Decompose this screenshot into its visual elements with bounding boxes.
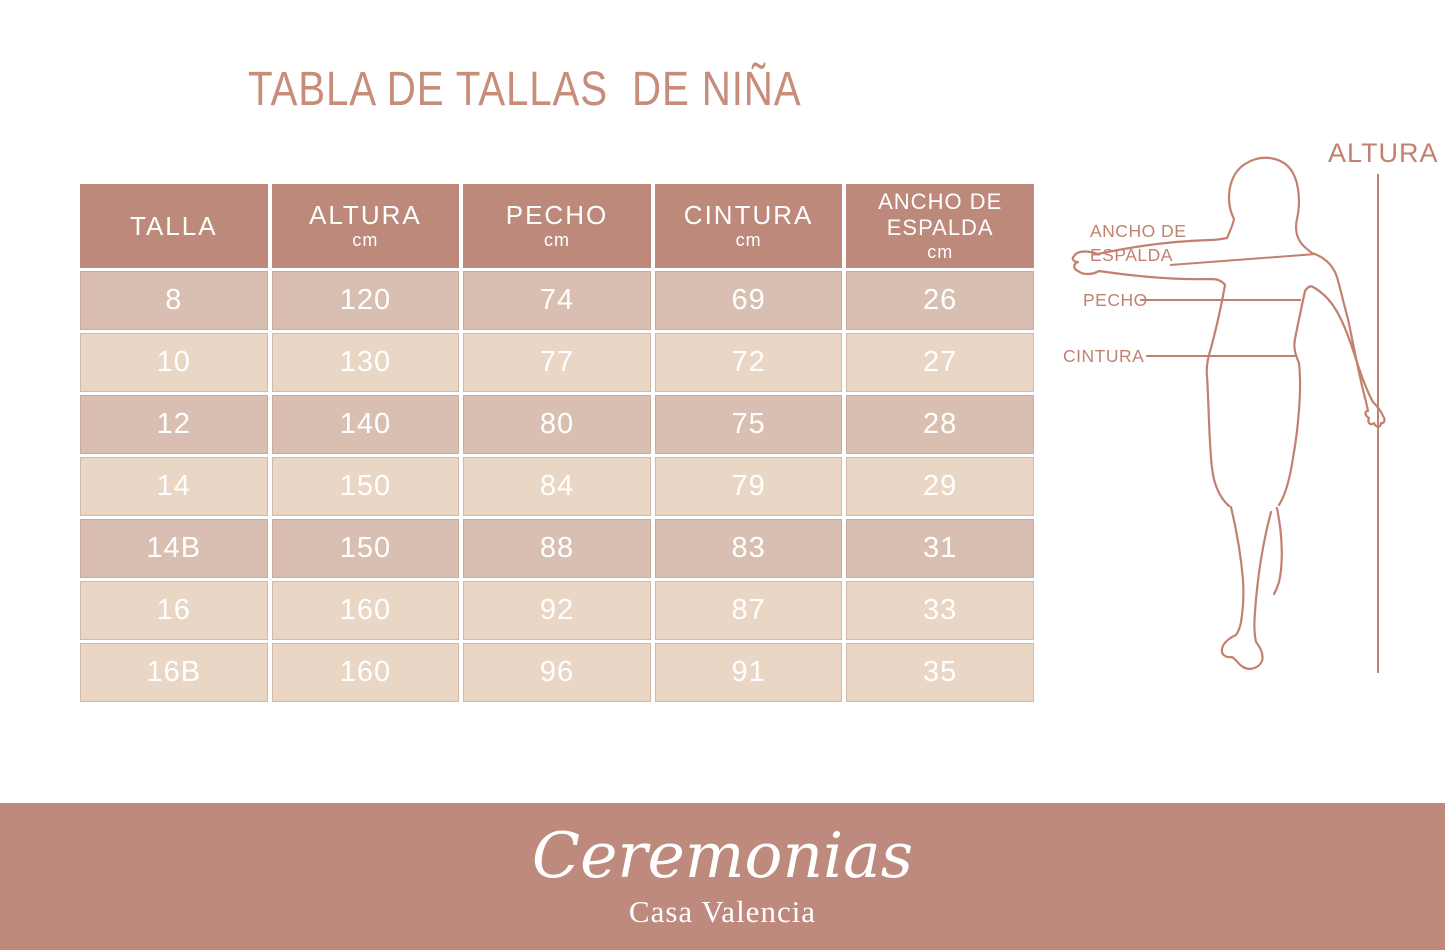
figure-head [1227,158,1312,253]
cell-altura: 160 [272,581,460,640]
cell-talla: 16B [80,643,268,702]
cell-talla: 8 [80,271,268,330]
cell-altura: 130 [272,333,460,392]
cell-pecho: 84 [463,457,651,516]
cell-talla: 10 [80,333,268,392]
measurement-diagram [1050,128,1445,700]
cintura-label: CINTURA [1063,346,1145,366]
cell-altura: 160 [272,643,460,702]
cell-ancho-espalda: 29 [846,457,1034,516]
altura-label: ALTURA [1328,138,1439,168]
cell-pecho: 74 [463,271,651,330]
pecho-label: PECHO [1083,290,1148,310]
figure-front-leg-foot [1222,507,1271,669]
header-unit: cm [735,230,762,251]
ancho-espalda-measure-line [1170,254,1316,265]
table-header-row [80,184,1034,268]
column-header-ancho-espalda [846,184,1034,268]
ancho-espalda-label-line2: ESPALDA [1090,245,1173,265]
cell-altura: 140 [272,395,460,454]
table-row-size-12 [80,395,1034,454]
cell-pecho: 92 [463,581,651,640]
cell-cintura: 75 [655,395,843,454]
column-header-pecho [463,184,651,268]
header-label: TALLA [130,210,218,241]
cell-ancho-espalda: 28 [846,395,1034,454]
header-label-line2: ESPALDA [886,215,994,241]
table-row-size-14b [80,519,1034,578]
cell-cintura: 91 [655,643,843,702]
size-table [76,181,1038,705]
header-unit: cm [352,230,379,251]
cell-talla: 16 [80,581,268,640]
cell-talla: 12 [80,395,268,454]
header-unit: cm [543,230,570,251]
column-header-talla [80,184,268,268]
brand-name: Ceremonias [531,819,914,893]
footer-brand-band [0,803,1445,950]
cell-cintura: 87 [655,581,843,640]
figure-back-leg [1274,508,1282,594]
header-label: CINTURA [683,199,814,230]
cell-altura: 150 [272,519,460,578]
header-label: ANCHO DE [878,188,1003,214]
cell-talla: 14B [80,519,268,578]
cell-cintura: 69 [655,271,843,330]
figure-torso-left [1207,285,1229,506]
cell-altura: 120 [272,271,460,330]
ancho-espalda-label-line1: ANCHO DE [1090,221,1187,241]
table-row-size-16b [80,643,1034,702]
cell-cintura: 79 [655,457,843,516]
figure-left-arm-bottom [1099,271,1225,285]
page-title: TABLA DE TALLAS DE NIÑA [248,63,802,116]
cell-pecho: 77 [463,333,651,392]
cell-pecho: 88 [463,519,651,578]
table-row-size-14 [80,457,1034,516]
cell-altura: 150 [272,457,460,516]
header-label: ALTURA [309,199,422,230]
cell-talla: 14 [80,457,268,516]
figure-torso-right [1279,291,1305,505]
header-unit: cm [927,242,954,263]
cell-cintura: 83 [655,519,843,578]
table-row-size-8 [80,271,1034,330]
figure-right-arm [1305,253,1384,427]
table-row-size-16 [80,581,1034,640]
cell-cintura: 72 [655,333,843,392]
size-table-container [76,181,1038,705]
cell-ancho-espalda: 33 [846,581,1034,640]
cell-pecho: 96 [463,643,651,702]
cell-ancho-espalda: 27 [846,333,1034,392]
cell-pecho: 80 [463,395,651,454]
cell-ancho-espalda: 35 [846,643,1034,702]
column-header-altura [272,184,460,268]
column-header-cintura [655,184,843,268]
cell-ancho-espalda: 31 [846,519,1034,578]
header-label: PECHO [505,199,609,230]
brand-subtitle: Casa Valencia [628,894,817,930]
table-row-size-10 [80,333,1034,392]
girl-figure-illustration [1050,128,1445,700]
cell-ancho-espalda: 26 [846,271,1034,330]
